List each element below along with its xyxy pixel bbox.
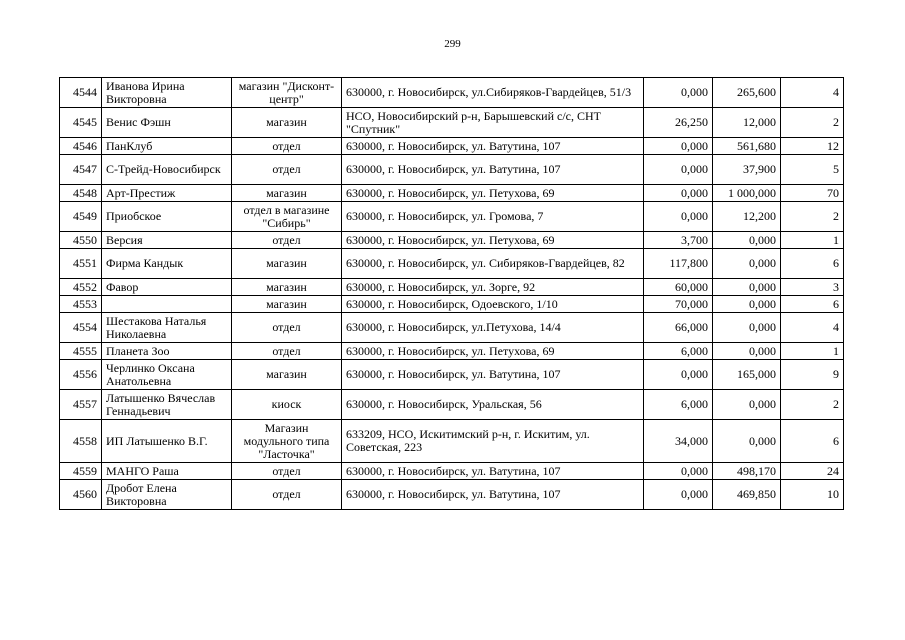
cell-type: отдел: [232, 463, 342, 480]
cell-count: 5: [781, 155, 844, 185]
cell-value-1: 0,000: [644, 480, 713, 510]
cell-value-1: 6,000: [644, 343, 713, 360]
cell-value-1: 0,000: [644, 138, 713, 155]
cell-address: 630000, г. Новосибирск, ул. Сибиряков-Гвардейцев, 82: [342, 249, 644, 279]
cell-type: отдел: [232, 313, 342, 343]
cell-count: 1: [781, 343, 844, 360]
cell-address: 630000, г. Новосибирск, ул. Зорге, 92: [342, 279, 644, 296]
table-row: [60, 249, 844, 279]
cell-type: магазин: [232, 296, 342, 313]
cell-type: магазин: [232, 185, 342, 202]
cell-number: 4549: [60, 202, 102, 232]
cell-address: 630000, г. Новосибирск, ул. Петухова, 69: [342, 185, 644, 202]
cell-address: 630000, г. Новосибирск, ул. Петухова, 69: [342, 232, 644, 249]
table-row: [60, 360, 844, 390]
cell-type: магазин "Дисконт-центр": [232, 78, 342, 108]
cell-name: Фавор: [102, 279, 232, 296]
cell-number: 4551: [60, 249, 102, 279]
cell-count: 6: [781, 249, 844, 279]
cell-address: 630000, г. Новосибирск, ул.Петухова, 14/4: [342, 313, 644, 343]
cell-address: 630000, г. Новосибирск, ул.Сибиряков-Гвардейцев, 51/3: [342, 78, 644, 108]
cell-address: 630000, г. Новосибирск, ул. Ватутина, 107: [342, 155, 644, 185]
cell-address: 630000, г. Новосибирск, Уральская, 56: [342, 390, 644, 420]
cell-name: Дробот Елена Викторовна: [102, 480, 232, 510]
cell-count: 2: [781, 390, 844, 420]
cell-value-2: 0,000: [713, 279, 781, 296]
table-row: [60, 108, 844, 138]
table-row: [60, 185, 844, 202]
cell-number: 4555: [60, 343, 102, 360]
cell-value-1: 0,000: [644, 202, 713, 232]
cell-value-2: 0,000: [713, 296, 781, 313]
table-row: [60, 343, 844, 360]
cell-address: 630000, г. Новосибирск, ул. Громова, 7: [342, 202, 644, 232]
cell-count: 10: [781, 480, 844, 510]
cell-value-2: 498,170: [713, 463, 781, 480]
cell-name: ИП Латышенко В.Г.: [102, 420, 232, 463]
cell-value-2: 37,900: [713, 155, 781, 185]
table-row: [60, 463, 844, 480]
cell-name: Венис Фэшн: [102, 108, 232, 138]
cell-type: магазин: [232, 249, 342, 279]
cell-name: [102, 296, 232, 313]
cell-type: отдел: [232, 480, 342, 510]
cell-name: МАНГО Раша: [102, 463, 232, 480]
cell-type: магазин: [232, 279, 342, 296]
cell-number: 4558: [60, 420, 102, 463]
cell-value-2: 0,000: [713, 232, 781, 249]
cell-address: 630000, г. Новосибирск, ул. Ватутина, 107: [342, 463, 644, 480]
cell-number: 4550: [60, 232, 102, 249]
cell-name: Версия: [102, 232, 232, 249]
cell-value-2: 561,680: [713, 138, 781, 155]
cell-type: отдел: [232, 155, 342, 185]
cell-value-1: 60,000: [644, 279, 713, 296]
registry-body: [60, 78, 844, 510]
cell-address: 630000, г. Новосибирск, Одоевского, 1/10: [342, 296, 644, 313]
cell-name: Планета Зоо: [102, 343, 232, 360]
cell-number: 4547: [60, 155, 102, 185]
cell-value-1: 0,000: [644, 155, 713, 185]
cell-value-2: 12,200: [713, 202, 781, 232]
cell-value-1: 0,000: [644, 360, 713, 390]
cell-number: 4545: [60, 108, 102, 138]
cell-name: Латышенко Вячеслав Геннадьевич: [102, 390, 232, 420]
cell-value-2: 0,000: [713, 313, 781, 343]
cell-number: 4556: [60, 360, 102, 390]
cell-value-2: 469,850: [713, 480, 781, 510]
cell-value-1: 70,000: [644, 296, 713, 313]
cell-address: НСО, Новосибирский р-н, Барышевский с/с, СНТ "Спутник": [342, 108, 644, 138]
cell-value-1: 0,000: [644, 185, 713, 202]
cell-count: 4: [781, 313, 844, 343]
cell-type: киоск: [232, 390, 342, 420]
cell-address: 630000, г. Новосибирск, ул. Ватутина, 107: [342, 480, 644, 510]
cell-count: 1: [781, 232, 844, 249]
cell-address: 630000, г. Новосибирск, ул. Ватутина, 107: [342, 138, 644, 155]
cell-type: магазин: [232, 108, 342, 138]
table-row: [60, 390, 844, 420]
table-row: [60, 202, 844, 232]
cell-value-2: 265,600: [713, 78, 781, 108]
cell-count: 4: [781, 78, 844, 108]
table-row: [60, 138, 844, 155]
cell-count: 24: [781, 463, 844, 480]
cell-name: Арт-Престиж: [102, 185, 232, 202]
cell-count: 6: [781, 296, 844, 313]
cell-name: Черлинко Оксана Анатольевна: [102, 360, 232, 390]
cell-count: 2: [781, 108, 844, 138]
cell-number: 4552: [60, 279, 102, 296]
cell-value-1: 6,000: [644, 390, 713, 420]
cell-type: отдел: [232, 232, 342, 249]
cell-name: Шестакова Наталья Николаевна: [102, 313, 232, 343]
cell-name: С-Трейд-Новосибирск: [102, 155, 232, 185]
table-row: [60, 155, 844, 185]
cell-value-2: 0,000: [713, 420, 781, 463]
table-row: [60, 232, 844, 249]
cell-name: Приобское: [102, 202, 232, 232]
table-row: [60, 480, 844, 510]
cell-count: 2: [781, 202, 844, 232]
table-row: [60, 420, 844, 463]
cell-count: 6: [781, 420, 844, 463]
table-row: [60, 313, 844, 343]
cell-value-1: 26,250: [644, 108, 713, 138]
cell-value-2: 0,000: [713, 343, 781, 360]
cell-value-1: 34,000: [644, 420, 713, 463]
cell-count: 9: [781, 360, 844, 390]
cell-value-2: 12,000: [713, 108, 781, 138]
cell-number: 4553: [60, 296, 102, 313]
cell-count: 70: [781, 185, 844, 202]
cell-address: 630000, г. Новосибирск, ул. Петухова, 69: [342, 343, 644, 360]
table-row: [60, 296, 844, 313]
page-number: 299: [444, 38, 461, 50]
cell-type: Магазин модульного типа "Ласточка": [232, 420, 342, 463]
cell-type: магазин: [232, 360, 342, 390]
cell-value-1: 0,000: [644, 78, 713, 108]
cell-name: Фирма Кандык: [102, 249, 232, 279]
cell-number: 4554: [60, 313, 102, 343]
cell-name: ПанКлуб: [102, 138, 232, 155]
cell-number: 4560: [60, 480, 102, 510]
cell-number: 4559: [60, 463, 102, 480]
table-row: [60, 78, 844, 108]
cell-address: 630000, г. Новосибирск, ул. Ватутина, 107: [342, 360, 644, 390]
cell-name: Иванова Ирина Викторовна: [102, 78, 232, 108]
cell-type: отдел в магазине "Сибирь": [232, 202, 342, 232]
cell-value-2: 0,000: [713, 390, 781, 420]
table-row: [60, 279, 844, 296]
cell-value-1: 0,000: [644, 463, 713, 480]
cell-number: 4546: [60, 138, 102, 155]
cell-count: 12: [781, 138, 844, 155]
cell-value-2: 1 000,000: [713, 185, 781, 202]
cell-number: 4544: [60, 78, 102, 108]
cell-value-2: 0,000: [713, 249, 781, 279]
cell-type: отдел: [232, 138, 342, 155]
cell-type: отдел: [232, 343, 342, 360]
cell-value-1: 66,000: [644, 313, 713, 343]
cell-address: 633209, НСО, Искитимский р-н, г. Искитим, ул. Советская, 223: [342, 420, 644, 463]
cell-number: 4548: [60, 185, 102, 202]
registry-table: [59, 77, 844, 510]
cell-value-1: 3,700: [644, 232, 713, 249]
cell-value-2: 165,000: [713, 360, 781, 390]
cell-value-1: 117,800: [644, 249, 713, 279]
cell-number: 4557: [60, 390, 102, 420]
cell-count: 3: [781, 279, 844, 296]
